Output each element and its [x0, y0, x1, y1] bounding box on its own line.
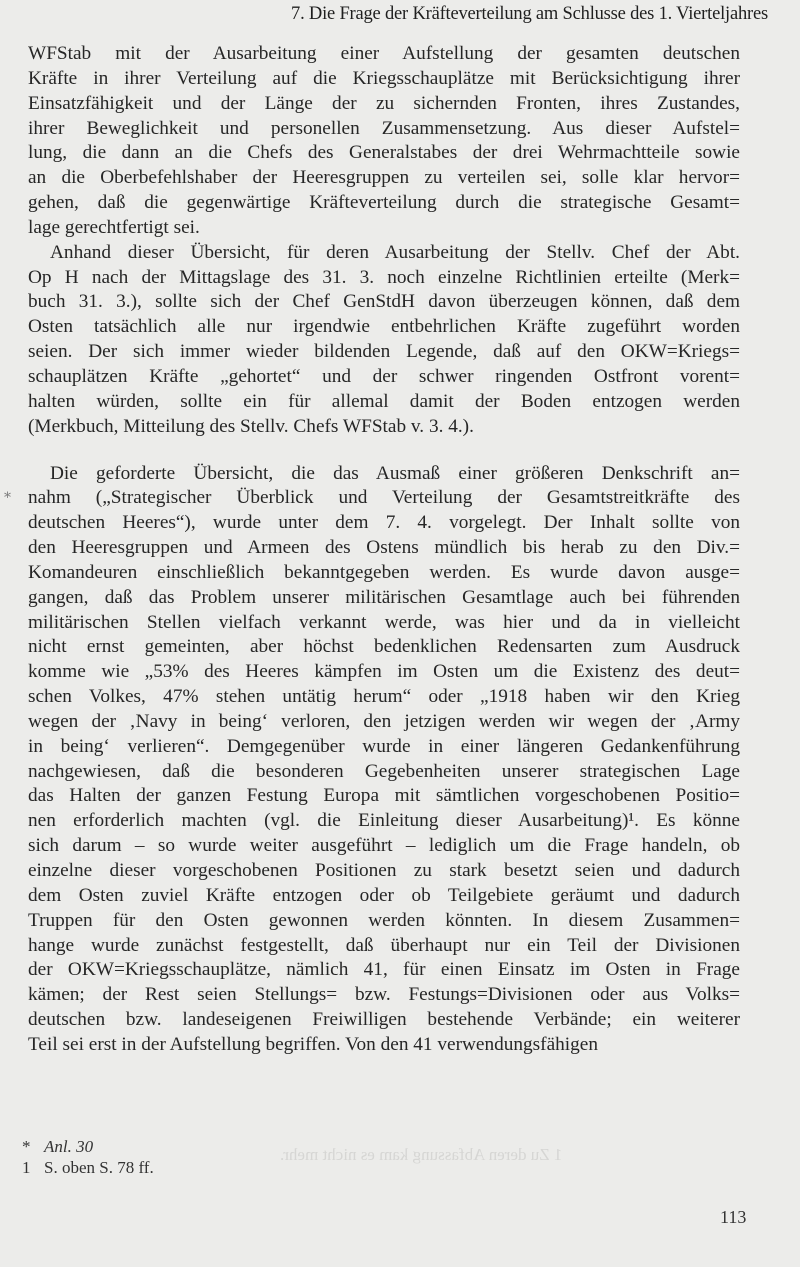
text-line: deutschen Heeres“), wurde unter dem 7. 4. vorgelegt. Der Inhalt sollte von: [28, 512, 740, 534]
text-line: schen Volkes, 47% stehen untätig herum“ oder „1918 haben wir den Krieg: [28, 686, 740, 708]
text-line: Anhand dieser Übersicht, für deren Ausarbeitung der Stellv. Chef der Abt.: [50, 241, 740, 263]
text-line: nachgewiesen, daß die besonderen Gegebenheiten unserer strategischen Lage: [28, 760, 740, 782]
text-line: nahm („Strategischer Überblick und Verteilung der Gesamtstreitkräfte des: [28, 487, 740, 509]
text-line: der OKW=Kriegsschauplätze, nämlich 41, für einen Einsatz im Osten in Frage: [28, 959, 740, 981]
running-head: 7. Die Frage der Kräfteverteilung am Schlusse des 1. Vierteljahres: [291, 4, 768, 24]
text-line: Komandeuren einschließlich bekanntgegeben werden. Es wurde davon ausge=: [28, 561, 740, 583]
text-line: Truppen für den Osten gewonnen werden könnten. In diesem Zusammen=: [28, 909, 740, 931]
text-line: hange wurde zunächst festgestellt, daß überhaupt nur ein Teil der Divisionen: [28, 934, 740, 956]
text-line: komme wie „53% des Heeres kämpfen im Osten um die Existenz des deut=: [28, 661, 740, 683]
text-line: gehen, daß die gegenwärtige Kräfteverteilung durch die strategische Gesamt=: [28, 192, 740, 214]
text-line: lage gerechtfertigt sei.: [28, 216, 200, 238]
text-line: ihrer Beweglichkeit und personellen Zusammensetzung. Aus dieser Aufstel=: [28, 117, 740, 139]
text-line: seien. Der sich immer wieder bildenden Legende, daß auf den OKW=Kriegs=: [28, 341, 740, 363]
margin-annotation-asterisk: *: [4, 490, 11, 507]
text-line: Kräfte in ihrer Verteilung auf die Kriegsschauplätze mit Berücksichtigung ihrer: [28, 67, 740, 89]
paragraph: [28, 462, 740, 1058]
text-line: den Heeresgruppen und Armeen des Ostens mündlich bis herab zu den Div.=: [28, 537, 740, 559]
footnotes: [22, 1136, 154, 1178]
page-number: 113: [720, 1207, 747, 1227]
text-line: kämen; der Rest seien Stellungs= bzw. Festungs=Divisionen oder aus Volks=: [28, 984, 740, 1006]
text-line: sich darum – so wurde weiter ausgeführt – lediglich um die Frage handeln, ob: [28, 835, 740, 857]
text-line: Osten tatsächlich alle nur irgendwie entbehrlichen Kräfte zugeführt worden: [28, 316, 740, 338]
paragraph: [28, 241, 740, 440]
text-line: nicht ernst gemeinten, aber höchst bedenklichen Redensarten zum Ausdruck: [28, 636, 740, 658]
text-line: buch 31. 3.), sollte sich der Chef GenStdH davon überzeugen können, daß dem: [28, 291, 740, 313]
footnote: [22, 1136, 154, 1157]
text-line: wegen der ‚Navy in being‘ verloren, den jetzigen werden wir wegen der ‚Army: [28, 710, 740, 732]
text-line: WFStab mit der Ausarbeitung einer Aufstellung der gesamten deutschen: [28, 43, 740, 64]
text-line: einzelne dieser vorgeschobenen Positionen zu stark besetzt seien und dadurch: [28, 860, 740, 881]
text-line: dem Osten zuviel Kräfte entzogen oder ob Teilgebiete geräumt und dadurch: [28, 884, 740, 906]
footnote-text: Anl. 30: [44, 1137, 94, 1156]
text-line: nen erforderlich machten (vgl. die Einleitung dieser Ausarbeitung)¹. Es könne: [28, 810, 740, 832]
text-line: deutschen bzw. landeseigenen Freiwilligen bestehende Verbände; ein weiterer: [28, 1009, 740, 1031]
body-text: [28, 42, 740, 1058]
text-line: Einsatzfähigkeit und der Länge der zu sichernden Fronten, ihres Zustandes,: [28, 92, 740, 114]
text-line: Op H nach der Mittagslage des 31. 3. noch einzelne Richtlinien erteilte (Merk=: [28, 266, 740, 288]
text-line: lung, die dann an die Chefs des Generalstabes der drei Wehrmachtteile sowie: [28, 142, 740, 164]
footnote-text: S. oben S. 78 ff.: [44, 1158, 154, 1177]
text-line: das Halten der ganzen Festung Europa mit sämtlichen vorgeschobenen Positio=: [28, 785, 740, 807]
text-line: Die geforderte Übersicht, die das Ausmaß einer größeren Denkschrift an=: [50, 462, 740, 484]
paragraph: [28, 42, 740, 241]
text-line: an die Oberbefehlshaber der Heeresgruppen zu verteilen sei, solle klar hervor=: [28, 167, 740, 189]
text-line: in being‘ verlieren“. Demgegenüber wurde in einer längeren Gedankenführung: [28, 735, 740, 757]
text-line: (Merkbuch, Mitteilung des Stellv. Chefs WFStab v. 3. 4.).: [28, 415, 474, 437]
text-line: militärischen Stellen vielfach verkannt werde, was hier und da in vielleicht: [28, 611, 740, 633]
text-line: Teil sei erst in der Aufstellung begriffen. Von den 41 verwendungsfähigen: [28, 1033, 598, 1055]
footnote-marker: *: [22, 1137, 31, 1156]
text-line: halten würden, sollte ein für allemal damit der Boden entzogen werden: [28, 390, 740, 412]
bleed-through-text: 1 Zu deren Abfassung kam es nicht mehr.: [280, 1145, 563, 1164]
paragraph-gap: [28, 440, 740, 462]
text-line: gangen, daß das Problem unserer militärischen Gesamtlage auch bei führenden: [28, 586, 740, 608]
text-line: schauplätzen Kräfte „gehortet“ und der schwer ringenden Ostfront vorent=: [28, 365, 740, 387]
footnote-marker: 1: [22, 1158, 31, 1177]
footnote: [22, 1157, 154, 1178]
